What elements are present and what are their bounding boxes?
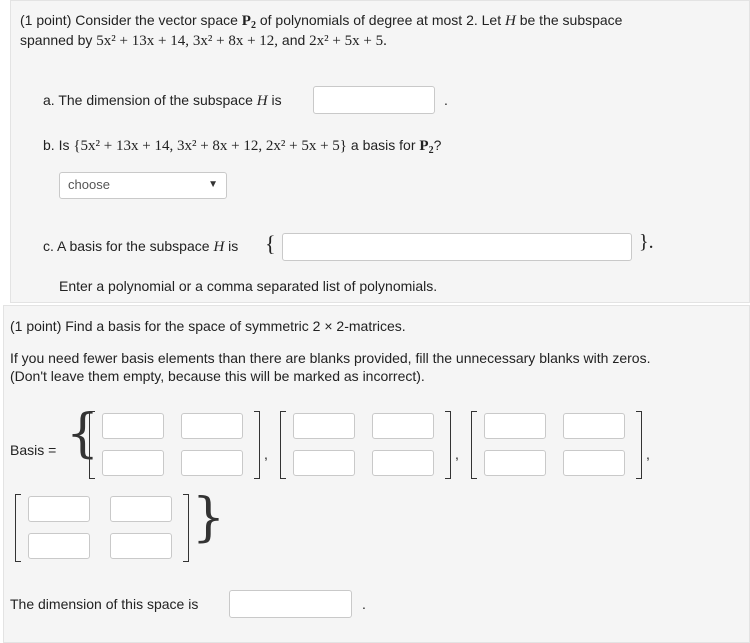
problem-2-intro: (1 point) Find a basis for the space of symmetric 2 × 2-matrices. <box>10 318 406 334</box>
part-a-is: is <box>271 92 282 108</box>
space-symbol: $P_2$ <box>241 13 256 31</box>
part-c-is: is <box>228 238 239 254</box>
matrix-1-cell-21[interactable] <box>102 450 164 476</box>
polynomial-1: 5x² + 13x + 14, <box>96 33 189 49</box>
problem-1-intro-suffix: be the subspace <box>519 12 623 28</box>
problem-1-intro-prefix: (1 point) Consider the vector space <box>20 12 238 28</box>
matrix-1-left-bracket <box>89 411 95 479</box>
matrix-3-left-bracket <box>471 411 477 479</box>
basis-open-brace-icon: { <box>66 404 100 464</box>
matrix-1-cell-11[interactable] <box>102 413 164 439</box>
part-a-H: H <box>256 93 268 109</box>
matrix-4-cell-12[interactable] <box>110 496 172 522</box>
part-b-suffix: a basis for <box>350 137 416 153</box>
part-a-label <box>43 92 282 110</box>
part-b-set: {5x² + 13x + 14, 3x² + 8x + 12, 2x² + 5x + 5} <box>73 138 348 154</box>
basis-label: Basis = <box>10 442 57 458</box>
hint-text: Enter a polynomial or a comma separated list of polynomials. <box>59 278 438 294</box>
and-text: and <box>281 32 306 48</box>
matrix-1-right-bracket <box>254 411 260 479</box>
comma-2: , <box>455 446 459 462</box>
basis-subspace-input[interactable] <box>282 233 632 261</box>
part-a-prefix: a. The dimension of the subspace <box>43 92 253 108</box>
close-brace: }. <box>639 231 654 253</box>
matrix-4-cell-21[interactable] <box>28 533 90 559</box>
matrix-4-cell-22[interactable] <box>110 533 172 559</box>
dimension-space-input[interactable] <box>229 590 352 618</box>
matrix-2-right-bracket <box>445 411 451 479</box>
matrix-2-left-bracket <box>280 411 286 479</box>
comma-1: , <box>264 446 268 462</box>
matrix-4-left-bracket <box>15 494 21 562</box>
matrix-1-cell-12[interactable] <box>181 413 243 439</box>
problem-1-panel <box>10 0 750 303</box>
spanned-by-text: spanned by <box>20 32 93 48</box>
part-b-qmark: ? <box>433 137 442 153</box>
problem-1-intro-mid: of polynomials of degree at most 2. Let <box>259 12 502 28</box>
basis-choose-select[interactable] <box>59 172 227 199</box>
part-b-prefix: b. Is <box>43 137 70 153</box>
part-b-label <box>43 137 441 155</box>
problem-1-intro-line2 <box>20 32 387 50</box>
matrix-1-cell-22[interactable] <box>181 450 243 476</box>
matrix-2-cell-22[interactable] <box>372 450 434 476</box>
instruction-line-1: If you need fewer basis elements than there are blanks provided, fill the unnecessary blanks with zeros. <box>10 350 651 366</box>
chevron-down-icon: ▼ <box>208 179 218 190</box>
dimension-label: The dimension of this space is <box>10 596 199 612</box>
matrix-3-cell-22[interactable] <box>563 450 625 476</box>
basis-close-brace-icon: } <box>192 488 226 548</box>
matrix-2-cell-12[interactable] <box>372 413 434 439</box>
problem-1-intro-line1 <box>20 12 622 30</box>
instruction-line-2: (Don't leave them empty, because this will be marked as incorrect). <box>10 368 425 384</box>
polynomial-2: 3x² + 8x + 12, <box>192 33 279 49</box>
part-c-prefix: c. A basis for the subspace <box>43 238 210 254</box>
matrix-3-cell-12[interactable] <box>563 413 625 439</box>
matrix-3-cell-11[interactable] <box>484 413 546 439</box>
comma-3: , <box>646 446 650 462</box>
polynomial-3: 2x² + 5x + 5. <box>309 33 387 49</box>
dimension-period: . <box>362 596 366 612</box>
part-a-period: . <box>444 92 448 108</box>
part-c-H: H <box>213 239 225 255</box>
matrix-4-right-bracket <box>183 494 189 562</box>
matrix-3-cell-21[interactable] <box>484 450 546 476</box>
matrix-2-cell-11[interactable] <box>293 413 355 439</box>
open-brace: { <box>265 231 276 256</box>
dimension-subspace-input[interactable] <box>313 86 435 114</box>
problem-2-panel <box>3 305 750 643</box>
part-b-space-symbol: $P_2$ <box>419 138 434 156</box>
matrix-4-cell-11[interactable] <box>28 496 90 522</box>
select-value: choose <box>68 177 110 192</box>
part-c-label <box>43 238 238 256</box>
matrix-2-cell-21[interactable] <box>293 450 355 476</box>
subspace-symbol: H <box>504 13 516 29</box>
matrix-3-right-bracket <box>636 411 642 479</box>
